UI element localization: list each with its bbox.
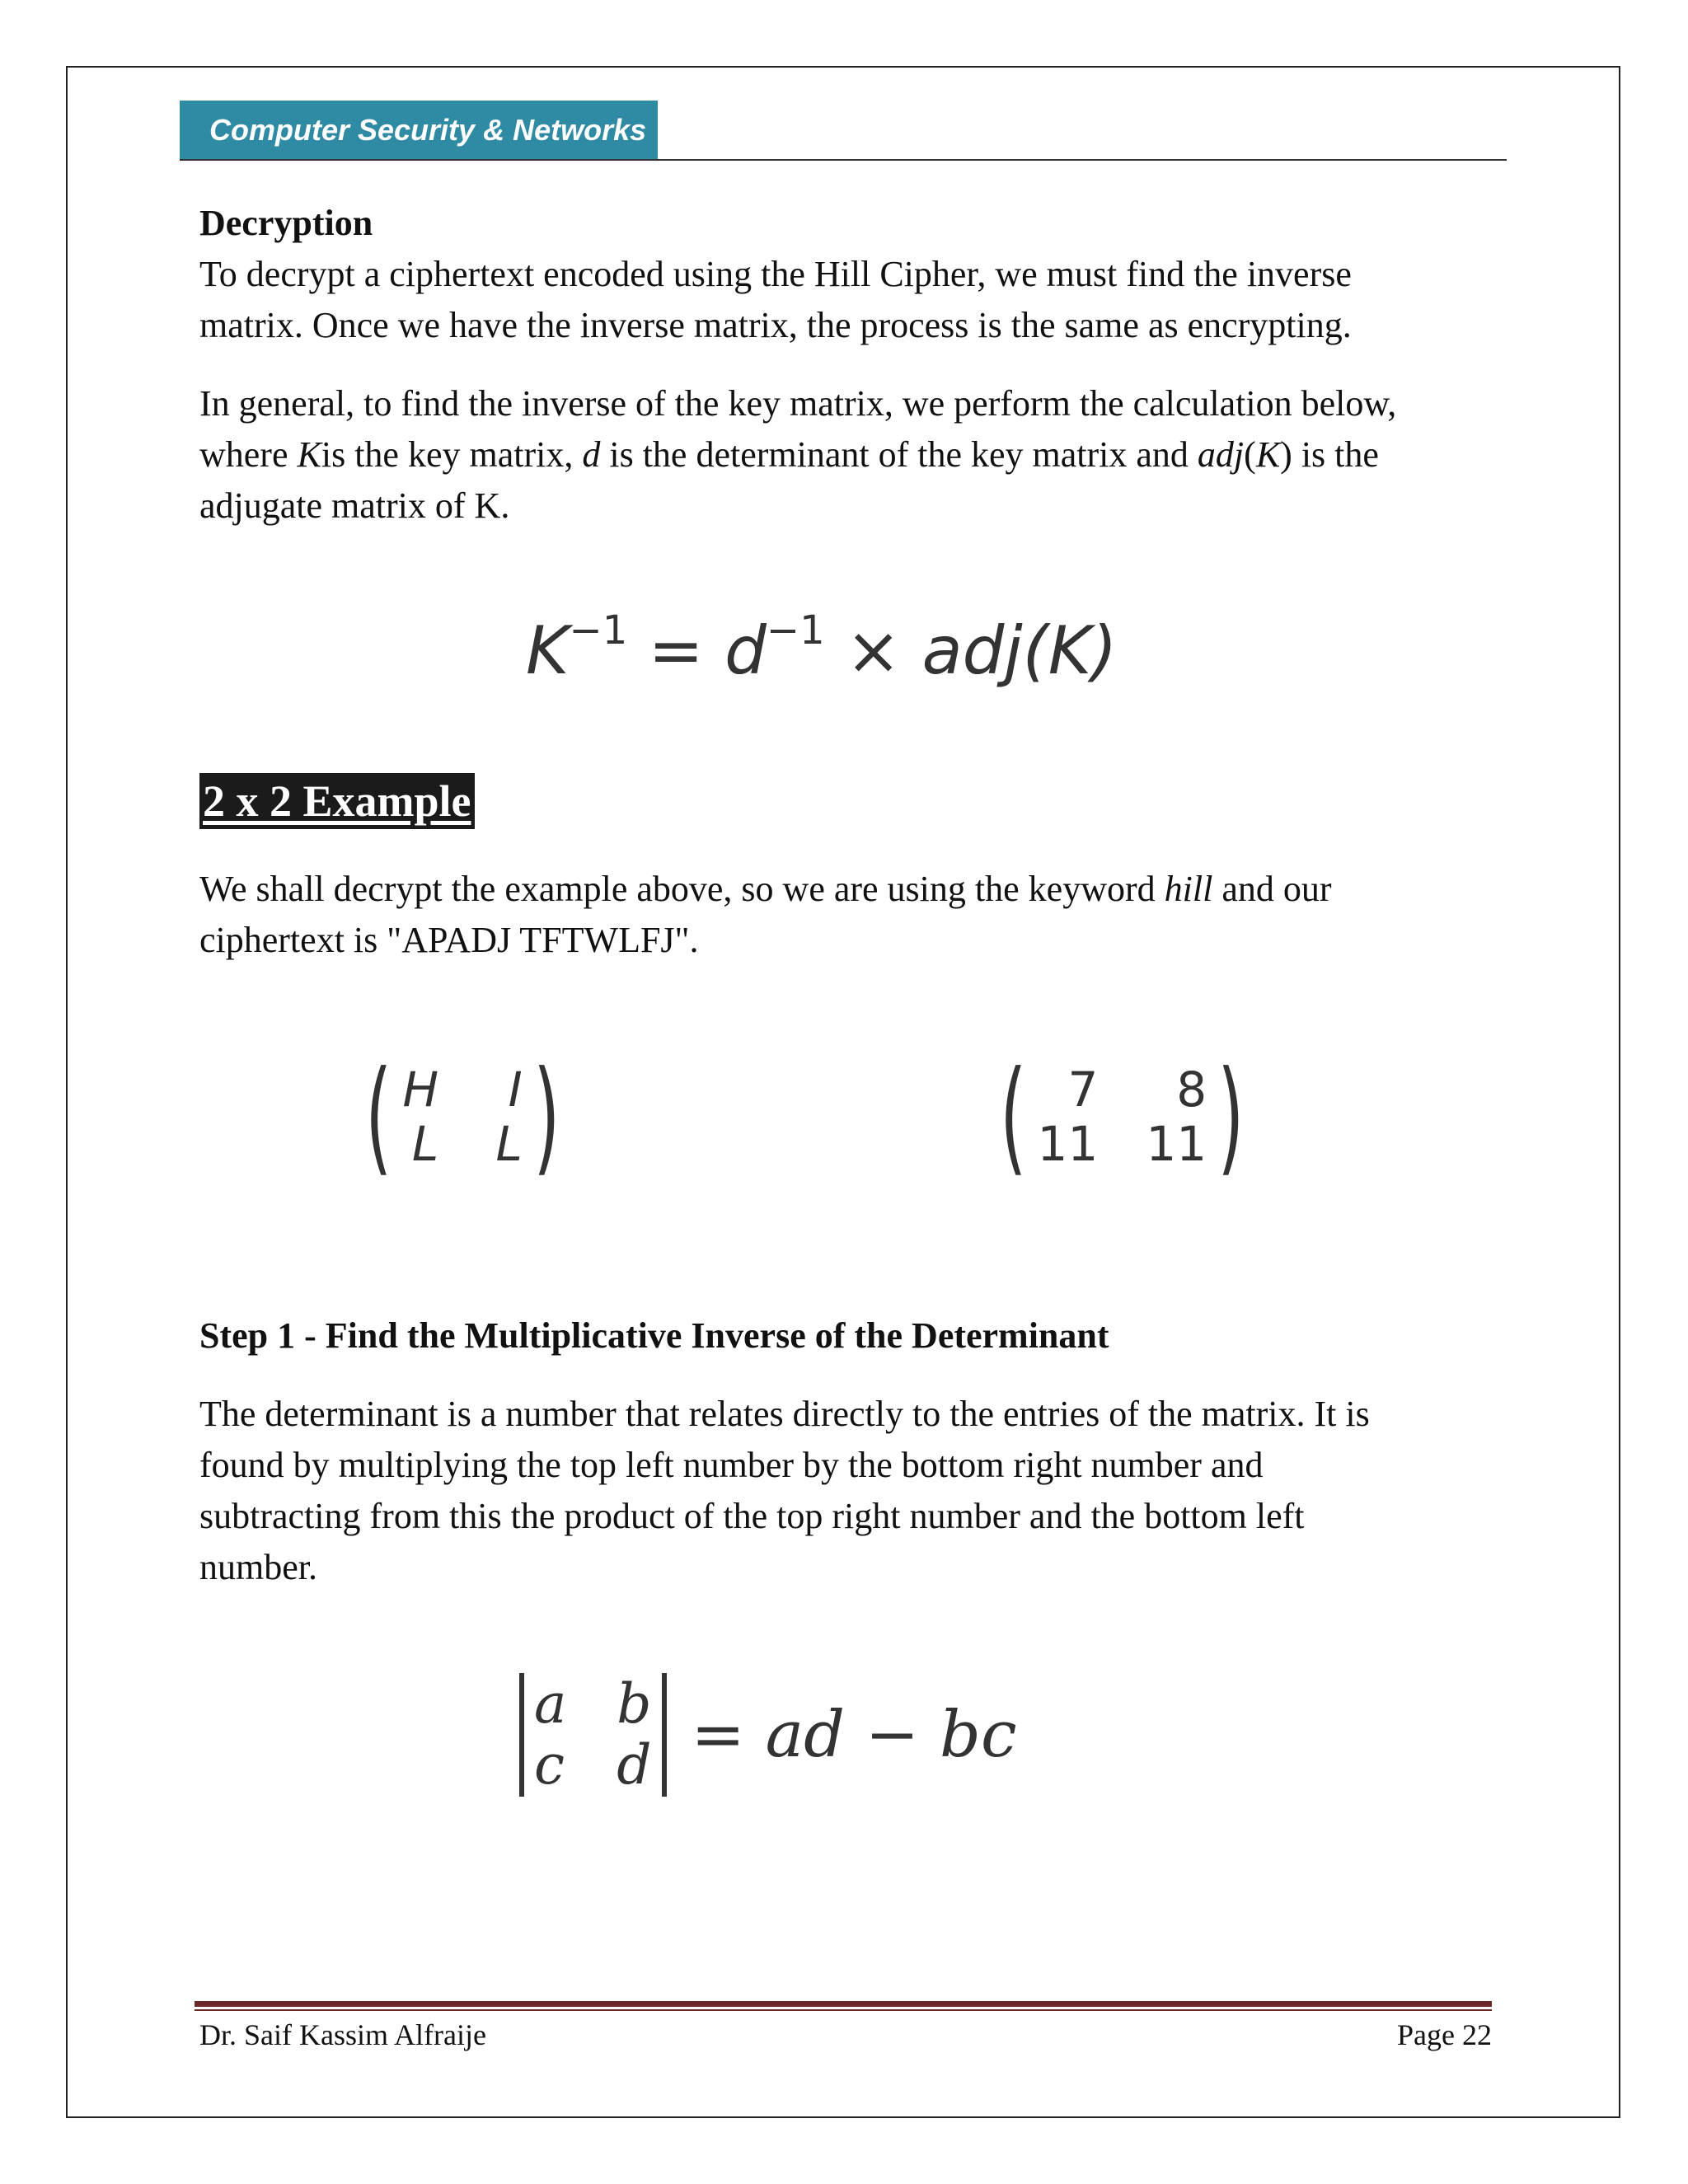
step1-para-line3: subtracting from this the product of the top right number and the bottom left [199,1496,1305,1536]
header-title: Computer Security & Networks [180,101,658,160]
det-cell: a [534,1672,567,1736]
matrix-cell: 7 [1067,1062,1099,1118]
footer-author: Dr. Saif Kassim Alfraije [199,2018,486,2051]
decryption-para2-line3: adjugate matrix of K. [199,485,510,526]
decryption-para2-line2: where Kis the key matrix, d is the determinant of the key matrix and adj(K) is the [199,434,1379,475]
example-para-line2: ciphertext is "APADJ TFTWLFJ". [199,920,699,960]
matrix-cell: L [411,1116,439,1172]
decryption-heading: Decryption [199,203,373,243]
determinant-formula [519,1673,1017,1797]
footer-rule-thin [195,2009,1492,2011]
decryption-para2-line1: In general, to find the inverse of the key matrix, we perform the calculation below, [199,383,1397,424]
det-bar-right [662,1673,667,1797]
decryption-para1-line2: matrix. Once we have the inverse matrix, the process is the same as encrypting. [199,305,1352,345]
det-cell: c [534,1733,565,1797]
det-cell: b [617,1672,652,1736]
matrix-cell: 11 [1037,1116,1099,1172]
example-heading: 2 x 2 Example [199,773,475,829]
det-cell: d [617,1733,652,1797]
matrix-cell: I [508,1062,523,1118]
header-rule [180,159,1507,161]
matrix-cell: L [495,1116,523,1172]
det-rhs: = ad − bc [691,1698,1017,1772]
footer [199,2014,1492,2055]
step1-heading: Step 1 - Find the Multiplicative Inverse of the Determinant [199,1315,1109,1356]
main-content [199,198,1502,532]
letter-key-matrix: ( H I L L ) [365,1045,560,1188]
inverse-formula: $K^{-1} = d^{-1} \times adj(K)$ [526,607,1118,689]
matrix-cell: 8 [1176,1062,1207,1118]
decryption-para1-line1: To decrypt a ciphertext encoded using the Hill Cipher, we must find the inverse [199,254,1352,294]
example-paragraph [199,864,1502,966]
example-para-line1: We shall decrypt the example above, so we are using the keyword hill and our [199,869,1332,909]
footer-rule [195,2001,1492,2007]
footer-page-number: Page 22 [1397,2018,1492,2051]
step1-para-line1: The determinant is a number that relates directly to the entries of the matrix. It is [199,1394,1370,1434]
matrix-cell: 11 [1146,1116,1207,1172]
step1-section [199,1310,1502,1593]
step1-para-line2: found by multiplying the top left number by the bottom right number and [199,1445,1264,1485]
step1-para-line4: number. [199,1547,317,1587]
number-key-matrix: ( 7 8 11 11 ) [1000,1045,1245,1188]
matrix-cell: H [402,1062,439,1118]
